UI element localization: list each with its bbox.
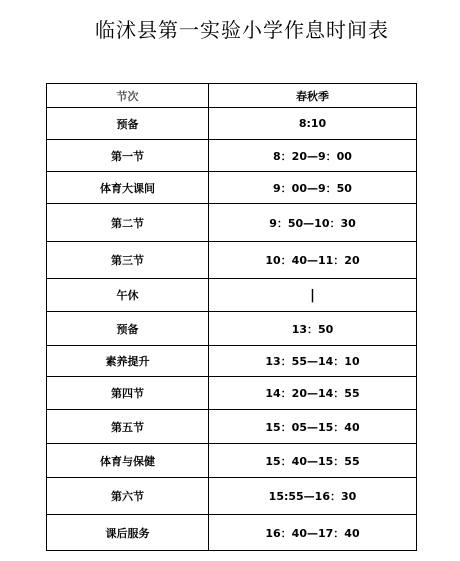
period-cell: 第六节 — [47, 478, 209, 515]
period-cell: 体育与保健 — [47, 444, 209, 478]
time-cell: 15:55—16：30 — [209, 478, 417, 515]
table-row — [47, 172, 417, 204]
column-header-period: 节次 — [47, 84, 209, 108]
period-cell: 体育大课间 — [47, 172, 209, 204]
time-cell: 9：00—9：50 — [209, 172, 417, 204]
time-cell: 8：20—9：00 — [209, 140, 417, 172]
table-row — [47, 444, 417, 478]
period-cell: 第三节 — [47, 242, 209, 279]
table-row — [47, 515, 417, 551]
table-row — [47, 410, 417, 444]
time-cell: 8:10 — [209, 108, 417, 140]
time-cell: 14：20—14：55 — [209, 377, 417, 410]
table-row — [47, 204, 417, 242]
table-row — [47, 242, 417, 279]
period-cell: 午休 — [47, 279, 209, 312]
time-cell: 10：40—11：20 — [209, 242, 417, 279]
period-cell: 第二节 — [47, 204, 209, 242]
time-cell: 16：40—17：40 — [209, 515, 417, 551]
period-cell: 第四节 — [47, 377, 209, 410]
table-row — [47, 108, 417, 140]
table-row — [47, 346, 417, 377]
table-row — [47, 478, 417, 515]
period-cell: 第一节 — [47, 140, 209, 172]
column-header-term: 春秋季 — [209, 84, 417, 108]
table-header-row — [47, 84, 417, 108]
table-row — [47, 377, 417, 410]
time-cell: 13：50 — [209, 312, 417, 346]
table-row — [47, 312, 417, 346]
period-cell: 第五节 — [47, 410, 209, 444]
time-cell: 9：50—10：30 — [209, 204, 417, 242]
table-row — [47, 279, 417, 312]
time-cell: 13：55—14：10 — [209, 346, 417, 377]
schedule-table — [46, 83, 417, 551]
time-cell: | — [209, 279, 417, 312]
period-cell: 预备 — [47, 312, 209, 346]
table-row — [47, 140, 417, 172]
time-cell: 15：05—15：40 — [209, 410, 417, 444]
time-cell: 15：40—15：55 — [209, 444, 417, 478]
period-cell: 课后服务 — [47, 515, 209, 551]
period-cell: 预备 — [47, 108, 209, 140]
page-title: 临沭县第一实验小学作息时间表 — [95, 18, 389, 42]
period-cell: 素养提升 — [47, 346, 209, 377]
